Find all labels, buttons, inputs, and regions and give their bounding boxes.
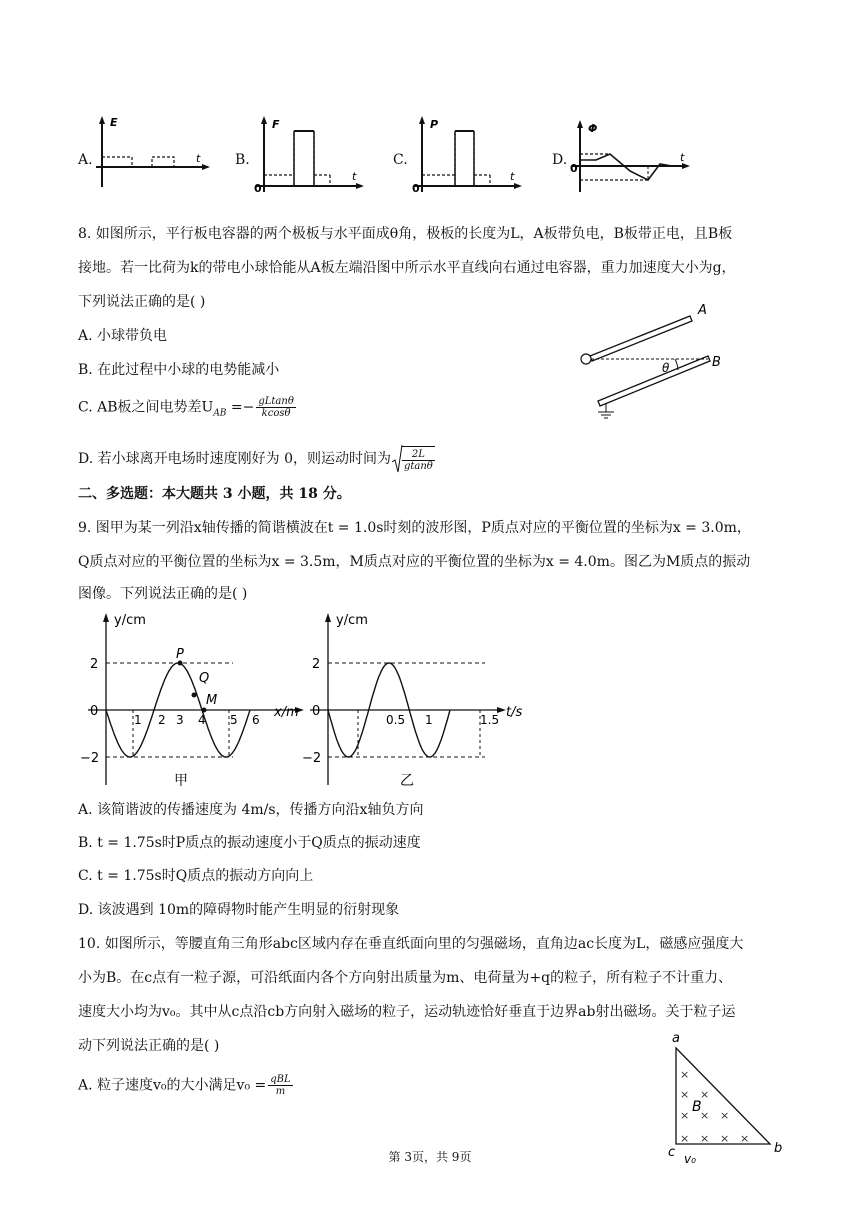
q10-option-a-den: m: [275, 1086, 286, 1097]
q7-option-c-label[interactable]: C.: [393, 152, 408, 168]
page-footer: 第 3页，共 9页: [388, 1150, 472, 1164]
q10-option-a-num: qBL: [270, 1074, 291, 1085]
q9-g1-ylabel: y/cm: [114, 613, 146, 628]
svg-text:×: ×: [680, 1109, 690, 1122]
q8-stem-line1: 8. 如图所示，平行板电容器的两个极板与水平面成θ角，极板的长度为L，A板带负电，B板带正电，且B板: [78, 226, 733, 242]
q10-label-b: b: [774, 1141, 783, 1156]
q8-label-b: B: [712, 355, 721, 370]
q8-option-c[interactable]: [78, 396, 298, 423]
svg-text:×: ×: [680, 1068, 690, 1081]
q8-option-c-fraction: [256, 396, 295, 419]
q9-point-m: [202, 708, 207, 713]
q9-g2-xlabel: t/s: [506, 705, 523, 720]
q9-g1-label-p: P: [176, 647, 184, 662]
q9-g2-xtick-0.5: 0.5: [386, 713, 406, 727]
q7-d-axis-x: t: [680, 151, 685, 164]
q10-label-a: a: [672, 1031, 680, 1046]
q9-g2-caption: 乙: [400, 773, 414, 789]
q8-option-d-den: gtanθ: [403, 461, 433, 472]
q10-stem-line1: 10. 如图所示，等腰直角三角形abc区域内存在垂直纸面向里的匀强磁场，直角边ac长度为L，磁感应强度大: [78, 936, 744, 952]
svg-text:×: ×: [720, 1109, 730, 1122]
q7-b-axis-y: F: [272, 118, 280, 131]
q9-g1-ytick-0: 0: [90, 704, 99, 719]
svg-text:×: ×: [700, 1088, 710, 1101]
q8-option-d-fraction: [402, 446, 435, 472]
q9-g1-xtick-2: 2: [158, 713, 166, 727]
q9-g1-xtick-5: 5: [230, 713, 238, 727]
q8-option-d[interactable]: [78, 444, 437, 474]
q8-label-a: A: [698, 303, 707, 318]
q9-option-b[interactable]: B. t = 1.75s时P质点的振动速度小于Q质点的振动速度: [78, 835, 421, 851]
q9-stem-line2: Q质点对应的平衡位置的坐标为x = 3.5m，M质点对应的平衡位置的坐标为x = 4.0m。图乙为M质点的振动: [78, 554, 751, 570]
q8-stem-line2: 接地。若一比荷为k的带电小球恰能从A板左端沿图中所示水平直线向右通过电容器，重力加速度大小为g，: [78, 260, 736, 276]
q7-option-a-label[interactable]: A.: [78, 152, 93, 168]
q10-field-marks: [680, 1068, 749, 1145]
q7-d-axis-y: Φ: [588, 122, 598, 135]
q7-graph-c: [410, 112, 525, 194]
svg-text:×: ×: [680, 1132, 690, 1145]
q7-b-origin: 0: [254, 182, 262, 194]
q9-g1-ytick-2: 2: [90, 657, 99, 672]
q7-graph-d: [568, 116, 693, 194]
q10-label-c: c: [668, 1145, 676, 1160]
q10-stem-line2: 小为B。在c点有一粒子源，可沿纸面内各个方向射出质量为m、电荷量为+q的粒子，所有粒子不计重力、: [78, 970, 733, 986]
q8-label-theta: θ: [662, 361, 670, 375]
q9-g1-caption: 甲: [174, 773, 188, 789]
q9-g2-xtick-1: 1: [425, 713, 433, 727]
q7-option-b-label[interactable]: B.: [235, 152, 250, 168]
q9-option-d[interactable]: D. 该波遇到 10m的障碍物时能产生明显的衍射现象: [78, 902, 400, 918]
q7-a-axis-x: t: [196, 152, 201, 165]
q8-option-d-num: 2L: [402, 449, 435, 461]
q9-g1-xtick-3: 3: [176, 713, 184, 727]
q8-option-a[interactable]: A. 小球带负电: [78, 328, 168, 344]
q9-wave-graph: [78, 610, 308, 790]
q10-option-a[interactable]: [78, 1074, 295, 1097]
q10-label-v0: v₀: [684, 1152, 696, 1166]
q10-option-a-fraction: [268, 1074, 292, 1097]
q7-d-origin: 0: [570, 162, 578, 175]
q7-a-axis-y: E: [110, 116, 118, 129]
q9-g2-ytick-2: 2: [312, 657, 321, 672]
q10-option-a-text: A. 粒子速度v₀的大小满足v₀ =: [78, 1077, 267, 1094]
q10-triangle: [676, 1048, 770, 1144]
q10-stem-line4: 动下列说法正确的是( ): [78, 1038, 220, 1054]
q8-option-c-den: kcosθ: [261, 408, 291, 419]
q9-g1-ytick-neg2: −2: [80, 751, 100, 766]
q10-label-field: B: [692, 1099, 702, 1115]
q7-graph-b: [252, 112, 367, 194]
svg-text:×: ×: [720, 1132, 730, 1145]
q7-option-d-label[interactable]: D.: [552, 152, 568, 168]
q9-g1-xtick-4: 4: [198, 713, 206, 727]
q8-plate-b: [598, 356, 710, 406]
q8-charged-ball: [581, 354, 591, 364]
q9-g1-xlabel: x/m: [274, 705, 299, 720]
q9-vibration-graph: [300, 610, 530, 790]
q9-g1-xtick-1: 1: [134, 713, 142, 727]
q9-point-q: [192, 693, 197, 698]
q8-plate-a: [590, 316, 692, 361]
q8-option-c-text: C. AB板之间电势差U: [78, 399, 214, 416]
q8-option-c-eq: =−: [226, 399, 255, 416]
q9-g2-ylabel: y/cm: [336, 613, 368, 628]
q9-option-a[interactable]: A. 该简谐波的传播速度为 4m/s，传播方向沿x轴负方向: [78, 802, 424, 818]
q9-stem-line1: 9. 图甲为某一列沿x轴传播的简谐横波在t = 1.0s时刻的波形图，P质点对应的平衡位置的坐标为x = 3.0m，: [78, 520, 751, 536]
q8-option-b[interactable]: B. 在此过程中小球的电势能减小: [78, 362, 280, 378]
q8-option-c-sub: AB: [213, 408, 227, 419]
q9-g1-label-m: M: [206, 693, 218, 708]
q9-g2-ytick-0: 0: [312, 704, 321, 719]
svg-text:×: ×: [700, 1132, 710, 1145]
q9-option-c[interactable]: C. t = 1.75s时Q质点的振动方向向上: [78, 868, 314, 884]
q9-g2-xtick-1.5: 1.5: [480, 713, 500, 727]
q8-option-d-sqrt: [391, 444, 437, 474]
q7-c-origin: 0: [412, 182, 420, 194]
q9-stem-line3: 图像。下列说法正确的是( ): [78, 586, 248, 602]
q8-capacitor-figure: [570, 296, 740, 426]
q7-b-axis-x: t: [352, 170, 357, 183]
svg-text:×: ×: [680, 1088, 690, 1101]
q7-c-axis-x: t: [510, 170, 515, 183]
svg-text:×: ×: [740, 1132, 750, 1145]
q9-g1-label-q: Q: [199, 671, 210, 686]
q8-stem-line3: 下列说法正确的是( ): [78, 294, 206, 310]
q9-g2-ytick-neg2: −2: [302, 751, 322, 766]
q9-g1-xtick-6: 6: [252, 713, 260, 727]
q8-option-c-num: gLtanθ: [258, 396, 294, 407]
q7-c-axis-y: P: [430, 118, 439, 131]
q7-graph-a: [92, 112, 212, 192]
q10-stem-line3: 速度大小均为v₀。其中从c点沿cb方向射入磁场的粒子，运动轨迹恰好垂直于边界ab射出磁场。关于粒子运: [78, 1004, 736, 1020]
q8-option-d-text: D. 若小球离开电场时速度刚好为 0，则运动时间为: [78, 451, 391, 467]
section-title: 二、多选题：本大题共 3 小题，共 18 分。: [78, 486, 351, 502]
svg-text:×: ×: [700, 1109, 710, 1122]
